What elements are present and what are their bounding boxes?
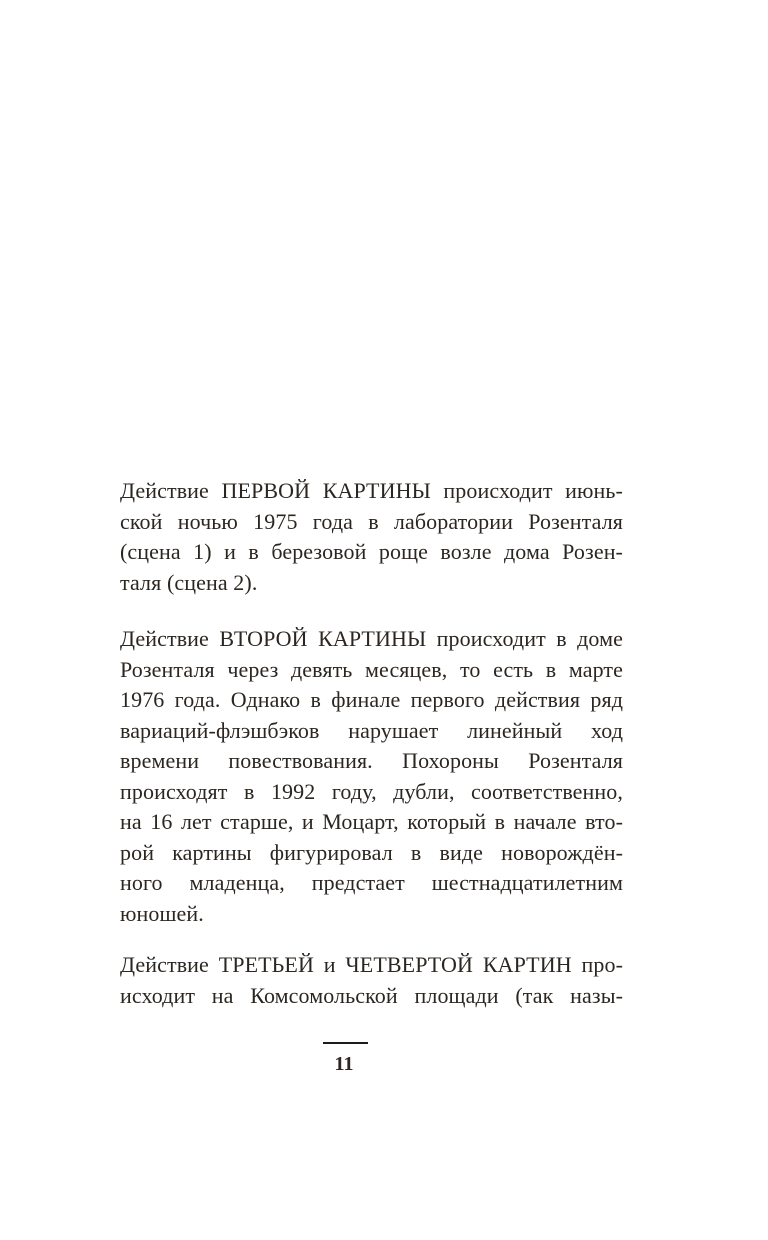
text-line: времени повествования. Похороны Розенталя bbox=[120, 748, 623, 773]
text-line: ного младенца, предстает шестнадцатилетним bbox=[120, 870, 623, 895]
text-line: рой картины фигурировал в виде новорождён- bbox=[120, 839, 623, 865]
page-number-divider bbox=[323, 1042, 368, 1044]
paragraph-scene-1 bbox=[120, 476, 623, 598]
paragraph-scene-2 bbox=[120, 624, 623, 929]
text-line: юношей. bbox=[120, 900, 204, 926]
text-line: 1976 года. Однако в финале первого действия ряд bbox=[120, 687, 623, 712]
paragraph-scene-3-4 bbox=[120, 950, 623, 1011]
text-line: таля (сцена 2). bbox=[120, 569, 258, 595]
text-line: Розенталя через девять месяцев, то есть в марте bbox=[120, 656, 623, 682]
page-number: 11 bbox=[334, 1053, 354, 1075]
text-line: (сцена 1) и в березовой роще возле дома Розен- bbox=[120, 539, 623, 564]
text-line: на 16 лет старше, и Моцарт, который в начале вто- bbox=[120, 809, 623, 834]
text-line: Действие ПЕРВОЙ КАРТИНЫ происходит июнь- bbox=[120, 478, 623, 503]
text-line: Действие ВТОРОЙ КАРТИНЫ происходит в доме bbox=[120, 626, 623, 651]
text-line: вариаций-флэшбэков нарушает линейный ход bbox=[120, 717, 623, 743]
text-line: ской ночью 1975 года в лаборатории Розенталя bbox=[120, 508, 623, 534]
text-line: Действие ТРЕТЬЕЙ и ЧЕТВЕРТОЙ КАРТИН про- bbox=[120, 952, 623, 977]
text-line: происходят в 1992 году, дубли, соответственно, bbox=[120, 778, 623, 804]
text-line: исходит на Комсомольской площади (так назы- bbox=[120, 982, 623, 1008]
